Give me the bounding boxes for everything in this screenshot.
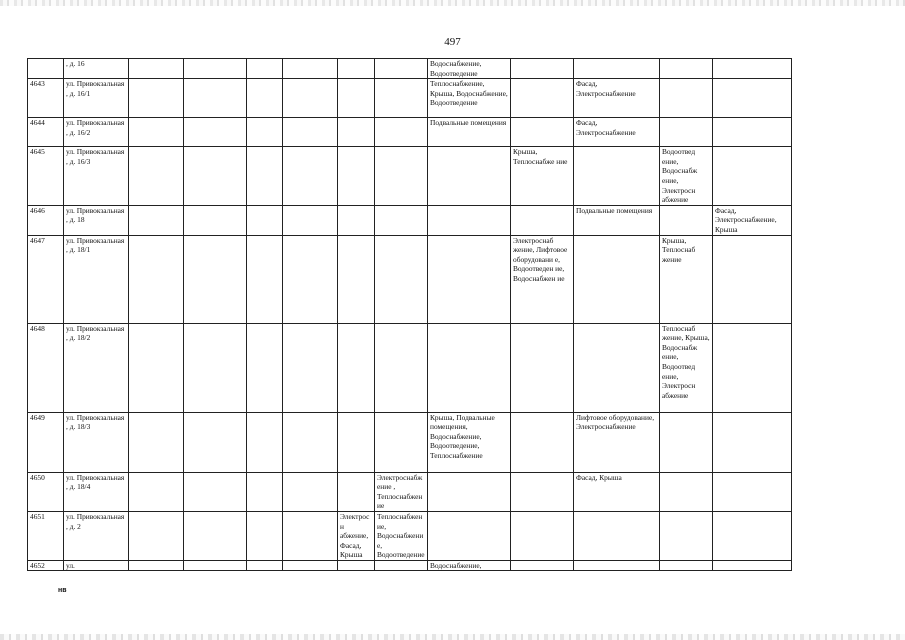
works-cell — [247, 235, 283, 323]
works-cell: Электроснабжение , Теплоснабжение — [375, 472, 428, 511]
scan-edge-bottom — [0, 634, 905, 640]
table-row — [28, 205, 851, 235]
works-cell — [283, 323, 338, 412]
works-cell — [713, 235, 792, 323]
works-cell — [247, 79, 283, 118]
works-cell — [283, 59, 338, 79]
table-row — [28, 59, 851, 79]
works-cell: Крыша, Теплоснабже ние — [511, 147, 574, 206]
works-cell — [511, 412, 574, 472]
works-cell — [247, 560, 283, 571]
works-cell — [184, 79, 247, 118]
table-row — [28, 118, 851, 147]
works-cell — [574, 59, 660, 79]
works-cell — [129, 412, 184, 472]
works-cell — [129, 472, 184, 511]
works-cell — [511, 511, 574, 560]
works-cell: Фасад, Крыша — [574, 472, 660, 511]
works-cell — [184, 472, 247, 511]
table-body — [28, 59, 851, 571]
works-cell — [660, 79, 713, 118]
works-cell — [184, 412, 247, 472]
works-cell — [283, 412, 338, 472]
works-cell — [574, 235, 660, 323]
works-cell — [338, 323, 375, 412]
table-row — [28, 323, 851, 412]
address-cell: , д. 16 — [64, 59, 129, 79]
works-cell — [660, 412, 713, 472]
table-row — [28, 472, 851, 511]
works-cell: Подвальные помещения — [574, 205, 660, 235]
works-cell — [338, 205, 375, 235]
table-row — [28, 412, 851, 472]
works-cell — [713, 560, 792, 571]
works-cell — [713, 323, 792, 412]
address-cell: ул. Привокзальная , д. 16/2 — [64, 118, 129, 147]
works-cell — [713, 147, 792, 206]
works-cell — [184, 59, 247, 79]
works-cell — [283, 560, 338, 571]
works-cell — [338, 147, 375, 206]
works-cell — [375, 118, 428, 147]
works-cell — [660, 511, 713, 560]
works-cell — [338, 118, 375, 147]
address-cell: ул. Привокзальная , д. 2 — [64, 511, 129, 560]
works-cell — [660, 472, 713, 511]
works-cell — [660, 59, 713, 79]
works-cell — [283, 235, 338, 323]
works-cell — [574, 511, 660, 560]
scan-edge-top — [0, 0, 905, 6]
works-cell — [713, 412, 792, 472]
works-cell — [375, 147, 428, 206]
record-number: 4647 — [28, 235, 64, 323]
record-number: 4643 — [28, 79, 64, 118]
works-cell: Электросн абжение, Фасад, Крыша — [338, 511, 375, 560]
works-cell — [129, 511, 184, 560]
works-cell — [511, 118, 574, 147]
works-cell: Фасад, Электроснабжение — [574, 79, 660, 118]
works-cell: Водоснабжение, Водоотведение — [428, 59, 511, 79]
works-cell — [184, 205, 247, 235]
works-cell — [283, 79, 338, 118]
works-cell: Водоснабжение, — [428, 560, 511, 571]
works-cell — [338, 59, 375, 79]
footer-mark: нв — [58, 587, 67, 594]
record-number: 4651 — [28, 511, 64, 560]
record-number: 4649 — [28, 412, 64, 472]
table-row — [28, 511, 851, 560]
works-cell: Теплоснаб жение, Крыша, Водоснабж ение, Водоотвед ение, Электросн абжение — [660, 323, 713, 412]
works-cell — [184, 511, 247, 560]
works-cell — [511, 560, 574, 571]
page-number: 497 — [444, 36, 461, 48]
works-cell — [247, 472, 283, 511]
works-cell — [428, 323, 511, 412]
works-cell — [574, 560, 660, 571]
address-cell: ул. Привокзальная , д. 18/2 — [64, 323, 129, 412]
works-cell — [713, 59, 792, 79]
works-cell: Теплоснабжение, Крыша, Водоснабжение, Водоотведение — [428, 79, 511, 118]
works-cell — [247, 412, 283, 472]
works-cell — [428, 472, 511, 511]
works-cell — [660, 205, 713, 235]
works-cell — [184, 323, 247, 412]
table-row — [28, 235, 851, 323]
works-cell — [375, 59, 428, 79]
works-cell — [428, 147, 511, 206]
works-cell — [338, 560, 375, 571]
works-cell — [574, 323, 660, 412]
works-cell — [283, 118, 338, 147]
works-cell — [375, 205, 428, 235]
repair-schedule-table — [27, 58, 851, 571]
works-cell — [184, 147, 247, 206]
works-cell — [129, 79, 184, 118]
works-cell — [428, 511, 511, 560]
works-cell — [375, 235, 428, 323]
works-cell — [129, 205, 184, 235]
works-cell: Подвальные помещения — [428, 118, 511, 147]
works-cell: Водоотвед ение, Водоснабж ение, Электросн абжение — [660, 147, 713, 206]
record-number: 4645 — [28, 147, 64, 206]
works-cell — [283, 472, 338, 511]
works-cell — [713, 118, 792, 147]
works-cell — [129, 323, 184, 412]
works-cell — [247, 205, 283, 235]
works-cell — [129, 235, 184, 323]
works-cell — [511, 79, 574, 118]
record-number: 4646 — [28, 205, 64, 235]
works-cell — [511, 59, 574, 79]
works-cell — [338, 472, 375, 511]
works-cell: Фасад, Электроснабжение, Крыша — [713, 205, 792, 235]
works-cell — [247, 323, 283, 412]
works-cell — [428, 205, 511, 235]
record-number: 4644 — [28, 118, 64, 147]
works-cell — [129, 118, 184, 147]
works-cell — [428, 235, 511, 323]
works-cell: Крыша, Теплоснаб жение — [660, 235, 713, 323]
works-cell — [247, 59, 283, 79]
address-cell: ул. Привокзальная , д. 16/3 — [64, 147, 129, 206]
works-cell: Электроснаб жение, Лифтовое оборудовани е, Водоотведен ие, Водоснабжен ие — [511, 235, 574, 323]
works-cell — [129, 59, 184, 79]
works-cell — [247, 118, 283, 147]
works-cell — [129, 147, 184, 206]
works-cell — [283, 205, 338, 235]
works-cell — [283, 511, 338, 560]
address-cell: ул. Привокзальная , д. 16/1 — [64, 79, 129, 118]
works-cell — [511, 472, 574, 511]
works-cell: Лифтовое оборудование, Электроснабжение — [574, 412, 660, 472]
works-cell — [338, 235, 375, 323]
table-row — [28, 147, 851, 206]
table-row — [28, 560, 851, 571]
works-cell — [660, 560, 713, 571]
address-cell: ул. Привокзальная , д. 18/4 — [64, 472, 129, 511]
record-number: 4650 — [28, 472, 64, 511]
works-cell — [375, 323, 428, 412]
works-cell — [338, 412, 375, 472]
address-cell: ул. Привокзальная , д. 18/3 — [64, 412, 129, 472]
works-cell — [283, 147, 338, 206]
works-cell — [184, 235, 247, 323]
address-cell: ул. — [64, 560, 129, 571]
works-cell — [247, 147, 283, 206]
works-cell — [511, 205, 574, 235]
works-cell: Крыша, Подвальные помещения, Водоснабжение, Водоотведение, Теплоснабжение — [428, 412, 511, 472]
record-number — [28, 59, 64, 79]
works-cell — [129, 560, 184, 571]
record-number: 4648 — [28, 323, 64, 412]
works-cell — [574, 147, 660, 206]
address-cell: ул. Привокзальная , д. 18/1 — [64, 235, 129, 323]
works-cell — [713, 472, 792, 511]
works-cell — [375, 79, 428, 118]
works-cell — [511, 323, 574, 412]
works-cell — [713, 79, 792, 118]
works-cell — [184, 560, 247, 571]
address-cell: ул. Привокзальная , д. 18 — [64, 205, 129, 235]
works-cell: Фасад, Электроснабжение — [574, 118, 660, 147]
table-row — [28, 79, 851, 118]
record-number: 4652 — [28, 560, 64, 571]
works-cell — [247, 511, 283, 560]
works-cell — [660, 118, 713, 147]
works-cell — [184, 118, 247, 147]
works-cell — [713, 511, 792, 560]
works-cell — [375, 560, 428, 571]
works-cell — [375, 412, 428, 472]
works-cell: Теплоснабжение, Водоснабжение, Водоотведение — [375, 511, 428, 560]
works-cell — [338, 79, 375, 118]
